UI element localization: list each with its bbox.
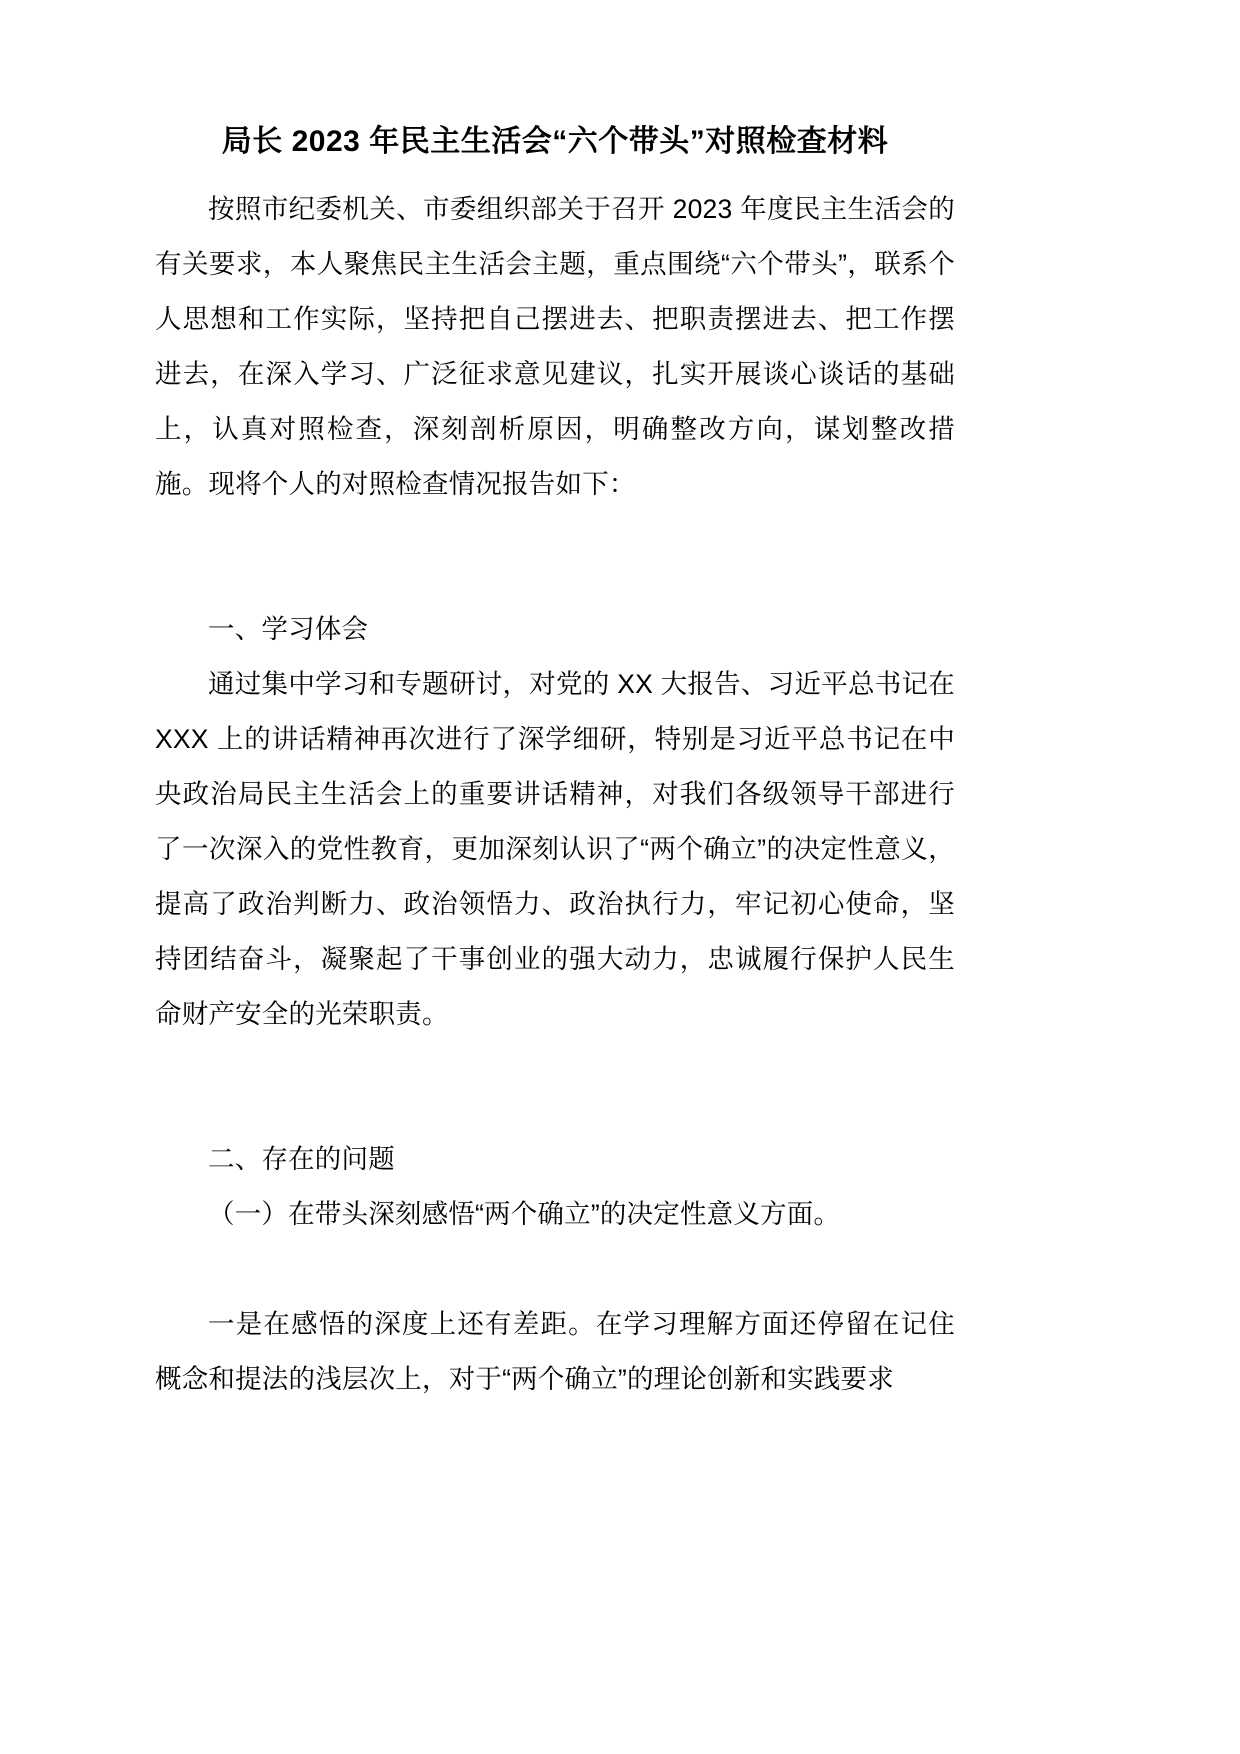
page-title: 局长 2023 年民主生活会“六个带头”对照检查材料: [221, 125, 889, 158]
section-spacer-1: [155, 512, 955, 602]
section-two-paragraph-1: 一是在感悟的深度上还有差距。在学习理解方面还停留在记住概念和提法的浅层次上，对于“两个确立”的理论创新和实践要求: [155, 1308, 955, 1394]
section-one-paragraph-1: 通过集中学习和专题研讨，对党的 XX 大报告、习近平总书记在 XXX 上的讲话精神再次进行了深学细研，特别是习近平总书记在中央政治局民主生活会上的重要讲话精神，对我们各级领导干部进行了一次深入的党性教育，更加深刻认识了“两个确立”的决定性意义，提高了政治判断力、政治领悟力、政治执行力，牢记初心使命，坚持团结奋斗，凝聚起了干事创业的强大动力，忠诚履行保护人民生命财产安全的光荣职责。: [155, 668, 955, 1029]
section-heading-one: 一、学习体会: [208, 613, 369, 644]
section-heading-two: 二、存在的问题: [208, 1143, 395, 1174]
section-spacer-3: [155, 1242, 955, 1297]
section-two-sub-heading-one: （一）在带头深刻感悟“两个确立”的决定性意义方面。: [208, 1198, 841, 1229]
intro-paragraph: 按照市纪委机关、市委组织部关于召开 2023 年度民主生活会的有关要求，本人聚焦民主生活会主题，重点围绕“六个带头”，联系个人思想和工作实际，坚持把自己摆进去、把职责摆进去、把工作摆进去，在深入学习、广泛征求意见建议，扎实开展谈心谈话的基础上，认真对照检查，深刻剖析原因，明确整改方向，谋划整改措施。现将个人的对照检查情况报告如下：: [155, 193, 955, 499]
document-content: [155, 120, 955, 1407]
section-spacer-2: [155, 1042, 955, 1132]
